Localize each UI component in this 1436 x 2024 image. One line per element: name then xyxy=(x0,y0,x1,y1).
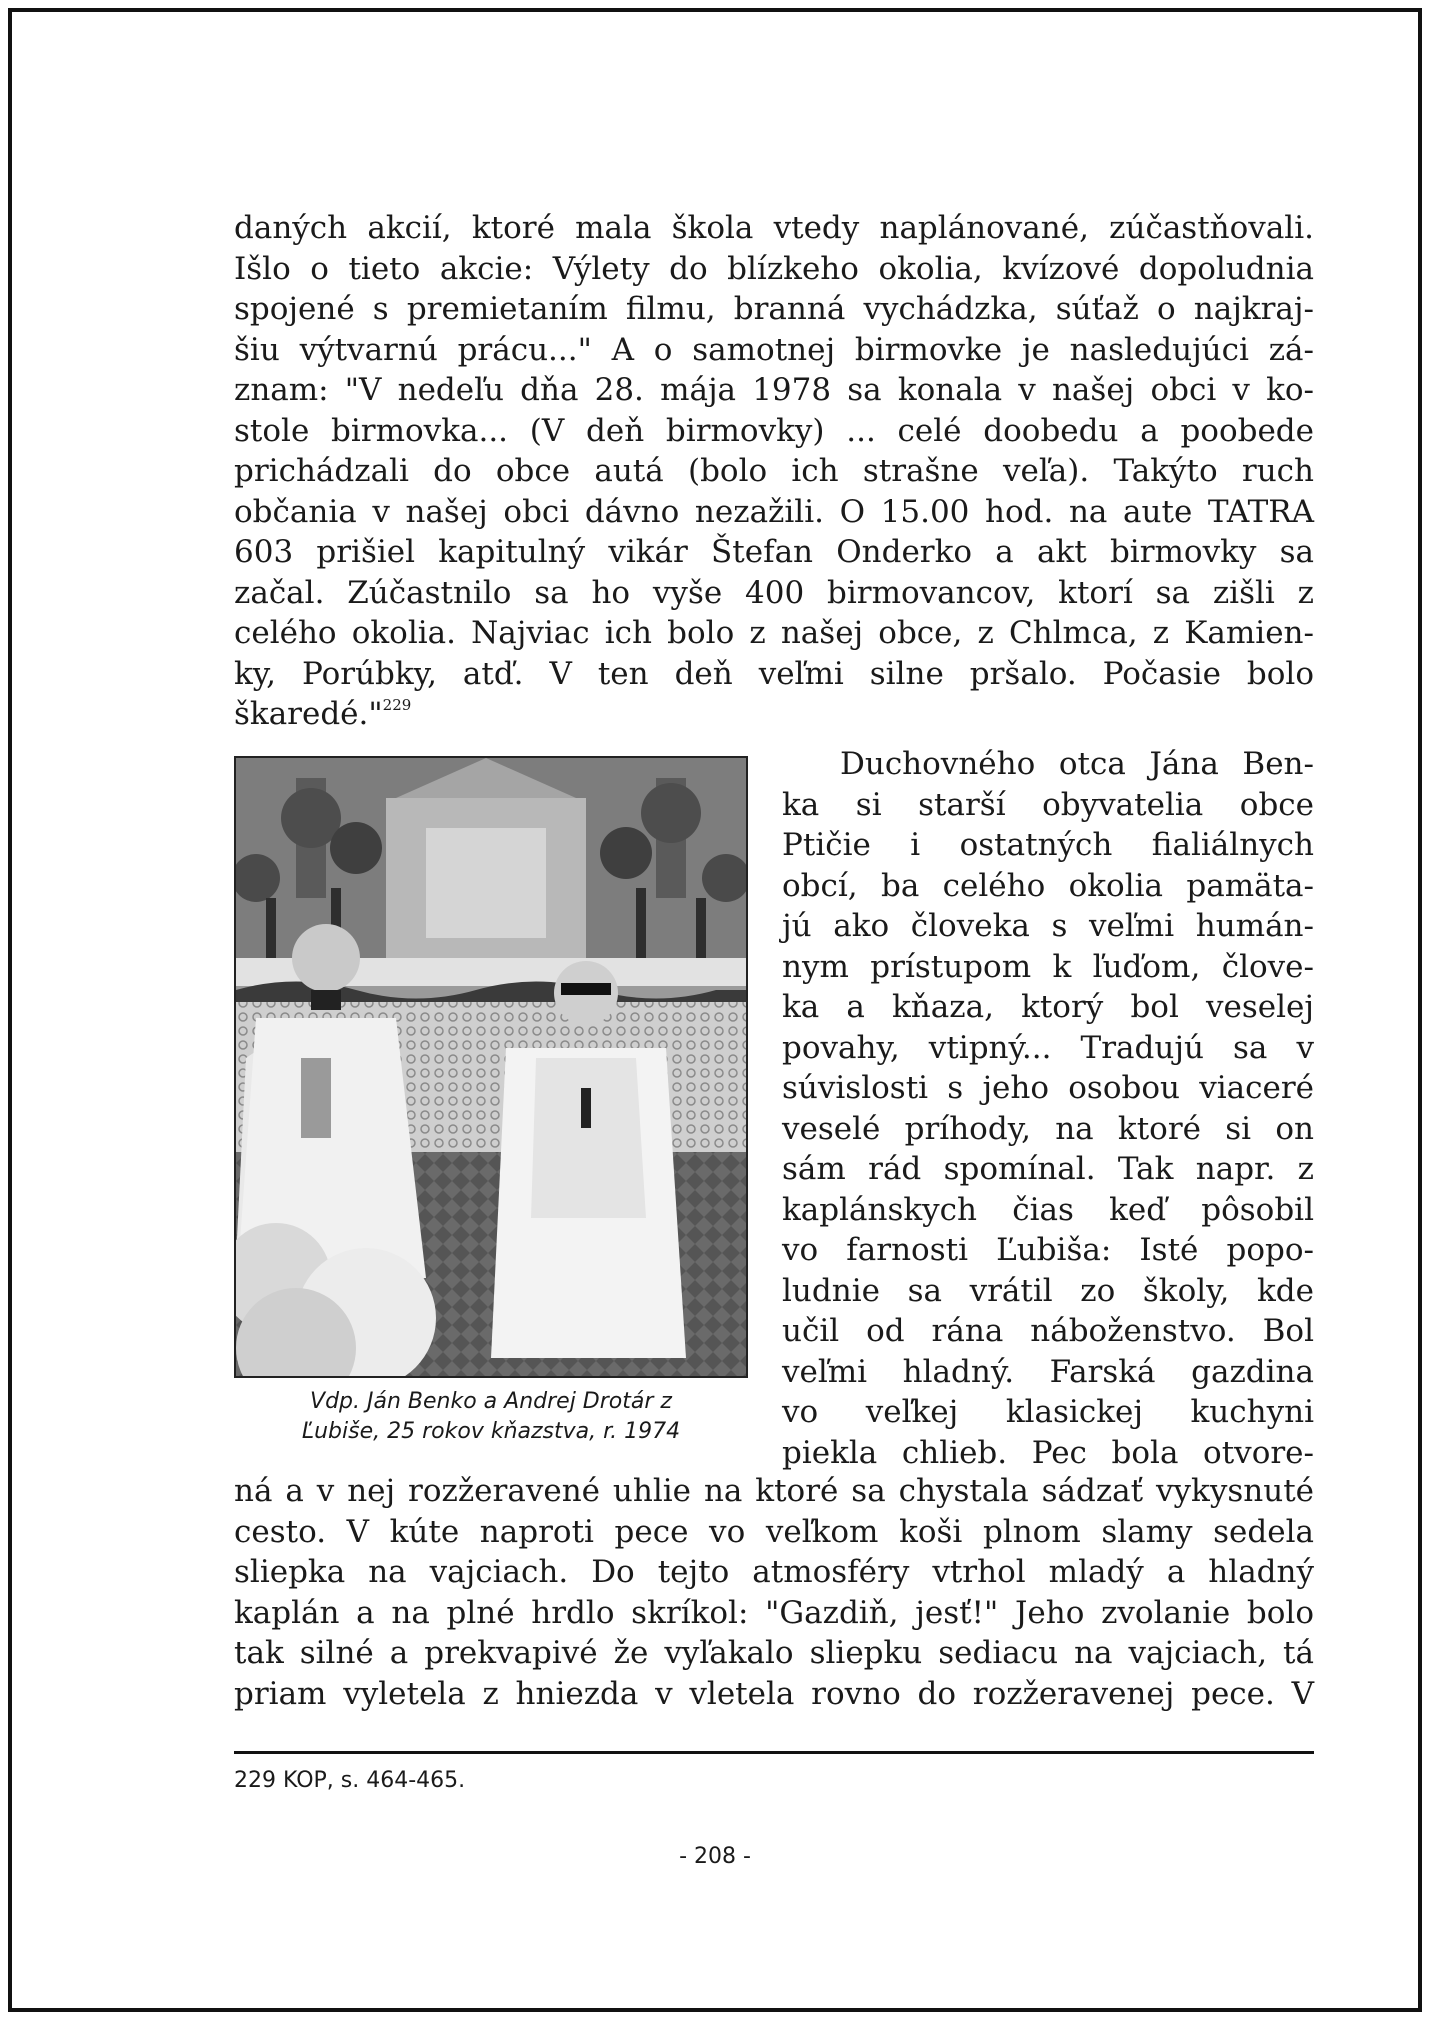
text-line: kaplánskych čias keď pôsobil xyxy=(782,1191,1314,1228)
text-line: celého okolia. Najviac ich bolo z našej obce, z Chlmca, z Kamien- xyxy=(234,615,1314,651)
paragraph-top xyxy=(234,208,1314,735)
footnote-ref: 229 xyxy=(382,696,412,714)
text-line: spojené s premietaním filmu, branná vychádzka, súťaž o najkraj- xyxy=(234,291,1314,327)
footnote-rule xyxy=(234,1751,1314,1754)
text-line: sliepka na vajciach. Do tejto atmosféry vtrhol mladý a hladný xyxy=(234,1554,1314,1590)
photo-caption xyxy=(234,1387,748,1447)
text-line: vo veľkej klasickej kuchyni xyxy=(782,1394,1314,1430)
text-line: prichádzali do obce autá (bolo ich strašne veľa). Takýto ruch xyxy=(234,453,1314,489)
text-line: ky, Porúbky, atď. V ten deň veľmi silne pršalo. Počasie bolo xyxy=(234,655,1314,692)
text-line: učil od rána náboženstvo. Bol xyxy=(782,1313,1314,1349)
text-line: šiu výtvarnú prácu..." A o samotnej birmovke je nasledujúci zá- xyxy=(234,331,1314,368)
photo xyxy=(234,756,748,1378)
text-line: ka a kňaza, ktorý bol veselej xyxy=(782,989,1314,1025)
photo-image xyxy=(236,758,746,1376)
text-line: 603 prišiel kapitulný vikár Štefan Onderko a akt birmovky sa xyxy=(234,534,1314,570)
text-line: súvislosti s jeho osobou viaceré xyxy=(782,1070,1314,1106)
caption-line: Ľubiše, 25 rokov kňazstva, r. 1974 xyxy=(301,1419,681,1444)
text-line-last xyxy=(234,694,1314,735)
text-line: ná a v nej rozžeravené uhlie na ktoré sa chystala sádzať vykysnuté xyxy=(234,1473,1314,1509)
text-line: vo farnosti Ľubiša: Isté popo- xyxy=(782,1232,1314,1268)
text-line: ludnie sa vrátil zo školy, kde xyxy=(782,1272,1314,1309)
text-line: znam: "V nedeľu dňa 28. mája 1978 sa konala v našej obci v ko- xyxy=(234,372,1314,408)
text-line: tak silné a prekvapivé že vyľakalo sliepku sediacu na vajciach, tá xyxy=(234,1635,1314,1671)
page xyxy=(8,8,1422,2012)
text-line: kaplán a na plné hrdlo skríkol: "Gazdiň, jesť!" Jeho zvolanie bolo xyxy=(234,1594,1314,1631)
text-line: jú ako človeka s veľmi humán- xyxy=(782,908,1314,944)
text-line: veselé príhody, na ktoré si on xyxy=(782,1110,1314,1147)
text-line: nym prístupom k ľuďom, člove- xyxy=(782,948,1314,985)
text-line: Duchovného otca Jána Ben- xyxy=(840,746,1314,782)
text-line: začal. Zúčastnilo sa ho vyše 400 birmovancov, ktorí sa zišli z xyxy=(234,574,1314,611)
text-line: daných akcií, ktoré mala škola vtedy naplánované, zúčastňovali. xyxy=(234,210,1314,246)
text-line: veľmi hladný. Farská gazdina xyxy=(782,1353,1314,1390)
text-line: stole birmovka... (V deň birmovky) ... celé doobedu a poobede xyxy=(234,412,1314,449)
text-line: Ptičie i ostatných fialiálnych xyxy=(782,827,1314,863)
page-number: - 208 - xyxy=(679,1844,751,1869)
text-line: občania v našej obci dávno nezažili. O 15.00 hod. na aute TATRA xyxy=(234,493,1314,530)
text-line: obcí, ba celého okolia pamäta- xyxy=(782,867,1314,904)
paragraph-right xyxy=(782,744,1314,1473)
text-line: cesto. V kúte naproti pece vo veľkom koši plnom slamy sedela xyxy=(234,1513,1314,1550)
paragraph-bottom xyxy=(234,1471,1314,1714)
text-line: ka si starší obyvatelia obce xyxy=(782,786,1314,823)
caption-line: Vdp. Ján Benko a Andrej Drotár z xyxy=(310,1389,672,1414)
text-segment: škaredé." xyxy=(234,696,383,732)
text-line: sám rád spomínal. Tak napr. z xyxy=(782,1151,1314,1187)
text-line: Išlo o tieto akcie: Výlety do blízkeho okolia, kvízové dopoludnia xyxy=(234,250,1314,287)
text-line: priam vyletela z hniezda v vletela rovno do rozžeravenej pece. V xyxy=(234,1675,1314,1712)
footnote: 229 KOP, s. 464-465. xyxy=(234,1768,466,1793)
text-line: piekla chlieb. Pec bola otvore- xyxy=(782,1434,1314,1471)
text-line: povahy, vtipný... Tradujú sa v xyxy=(782,1029,1314,1066)
